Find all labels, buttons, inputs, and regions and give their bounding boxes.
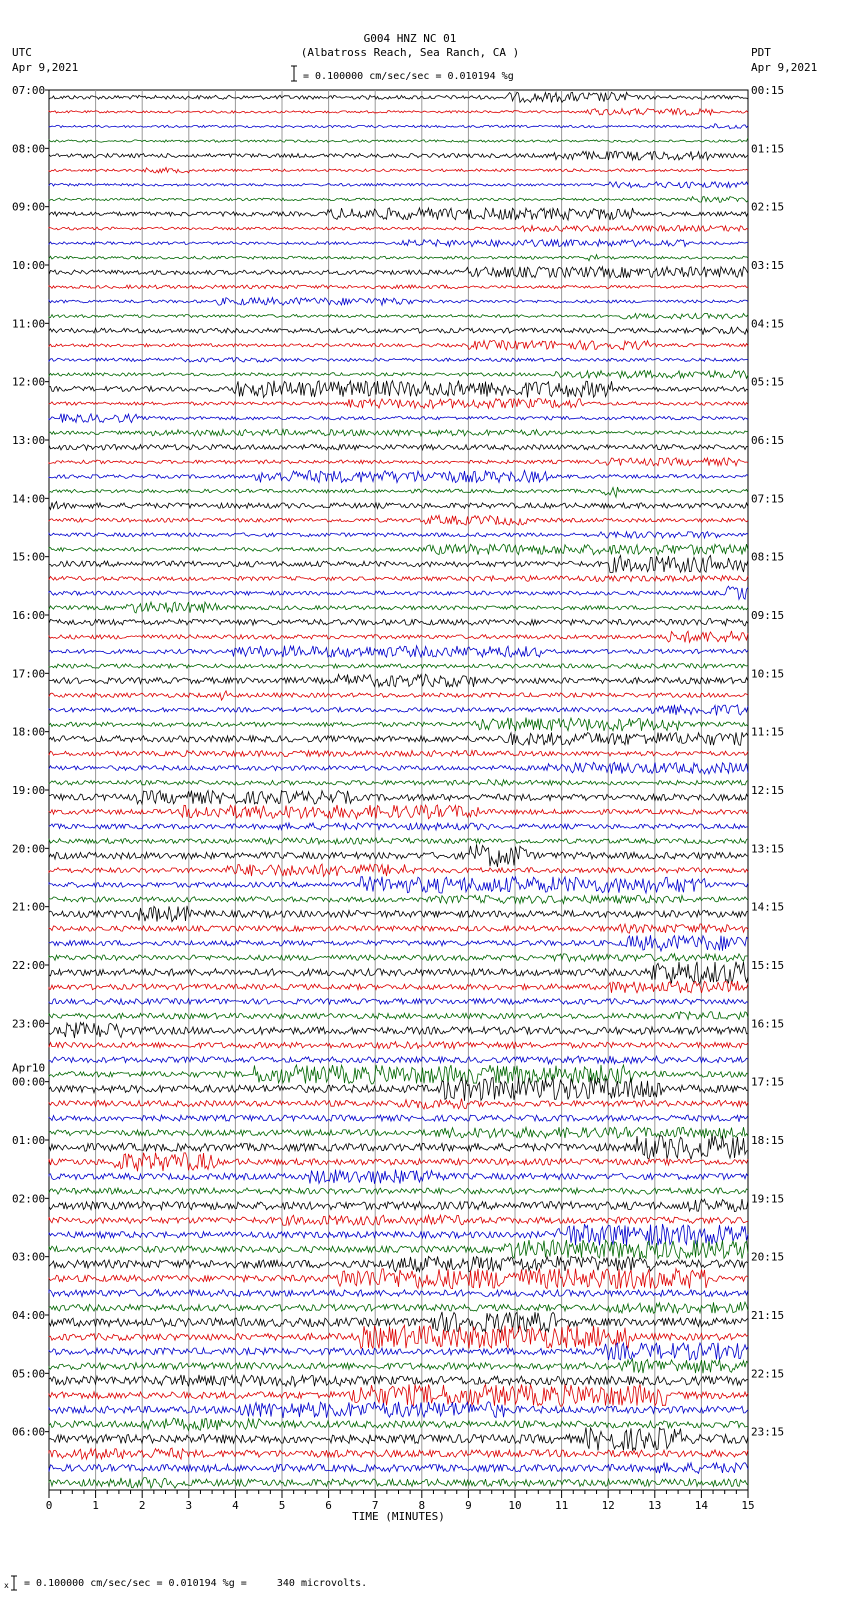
trace-line	[49, 182, 748, 188]
trace-line	[49, 92, 748, 102]
trace-line	[49, 1153, 748, 1172]
trace-line	[49, 399, 748, 409]
trace-line	[49, 197, 748, 203]
trace-line	[49, 718, 748, 732]
utc-hour-label: 21:00	[12, 900, 46, 914]
trace-line	[49, 1256, 748, 1272]
trace-line	[49, 1188, 748, 1194]
trace-line	[49, 109, 748, 116]
pdt-hour-label: 15:15	[751, 959, 785, 972]
x-tick-label: 15	[741, 1499, 755, 1512]
utc-hour-label: 08:00	[12, 142, 46, 156]
trace-line	[49, 285, 748, 289]
trace-line	[49, 805, 748, 819]
trace-line	[49, 1056, 748, 1064]
trace-line	[49, 705, 748, 716]
x-tick-label: 1	[92, 1499, 99, 1512]
x-tick-label: 9	[465, 1499, 472, 1512]
trace-line	[49, 487, 748, 497]
x-tick-label: 2	[138, 1499, 146, 1512]
trace-line	[49, 1325, 748, 1348]
utc-hour-label: 12:00	[12, 375, 46, 389]
trace-line	[49, 1269, 748, 1289]
trace-line	[49, 414, 748, 423]
x-tick-label: 6	[325, 1499, 332, 1512]
trace-line	[49, 1290, 748, 1297]
station-location: (Albatross Reach, Sea Ranch, CA )	[300, 46, 520, 59]
pdt-hour-label: 16:15	[751, 1017, 785, 1031]
x-tick-label: 14	[694, 1499, 709, 1512]
trace-line	[49, 1463, 748, 1474]
trace-line	[49, 168, 748, 173]
x-tick-label: 8	[418, 1499, 426, 1512]
x-tick-label: 7	[371, 1499, 379, 1512]
utc-hour-label: 23:00	[12, 1017, 46, 1031]
pdt-hour-label: 23:15	[751, 1425, 785, 1439]
trace-line	[49, 1359, 748, 1373]
trace-line	[49, 962, 748, 984]
trace-line	[49, 470, 748, 482]
pdt-hour-label: 06:15	[751, 434, 785, 447]
trace-line	[49, 267, 748, 278]
utc-hour-label: 00:00	[12, 1075, 46, 1089]
x-axis-label: TIME (MINUTES)	[352, 1510, 445, 1523]
x-tick-label: 4	[232, 1499, 239, 1512]
x-tick-label: 11	[554, 1499, 569, 1512]
utc-hour-label: 02:00	[12, 1192, 46, 1206]
station-title: G004 HNZ NC 01	[363, 32, 457, 45]
trace-line	[49, 458, 748, 466]
trace-line	[49, 1375, 748, 1387]
x-tick-label: 0	[45, 1499, 53, 1512]
trace-line	[49, 823, 748, 830]
x-tick-label: 12	[601, 1499, 615, 1512]
trace-line	[49, 674, 748, 687]
utc-hour-label: 09:00	[12, 200, 46, 214]
trace-line	[49, 544, 748, 555]
trace-line	[49, 895, 748, 903]
trace-line	[49, 664, 748, 669]
pdt-hour-label: 02:15	[751, 200, 785, 214]
date-change-label: Apr10	[12, 1061, 46, 1075]
trace-line	[49, 1127, 748, 1138]
x-tick-label: 13	[648, 1499, 662, 1512]
trace-line	[49, 924, 748, 933]
trace-line	[49, 1224, 748, 1246]
trace-line	[49, 208, 748, 220]
utc-hour-label: 13:00	[12, 434, 46, 447]
trace-line	[49, 1022, 748, 1038]
trace-line	[49, 999, 748, 1005]
plot-frame	[49, 90, 748, 1490]
trace-line	[49, 255, 748, 261]
trace-line	[49, 327, 748, 335]
trace-line	[49, 1428, 748, 1451]
trace-line	[49, 1115, 748, 1122]
trace-line	[49, 762, 748, 774]
trace-line	[49, 445, 748, 451]
pdt-hour-label: 07:15	[751, 492, 785, 506]
trace-line	[49, 1418, 748, 1430]
trace-line	[49, 430, 748, 436]
trace-line	[49, 981, 748, 993]
trace-line	[49, 906, 748, 922]
pdt-hour-label: 01:15	[751, 142, 785, 156]
svg-text:x: x	[4, 1581, 9, 1590]
trace-line	[49, 370, 748, 378]
trace-line	[49, 619, 748, 626]
x-tick-label: 10	[508, 1499, 522, 1512]
utc-hour-label: 07:00	[12, 84, 46, 97]
pdt-hour-label: 21:15	[751, 1309, 785, 1322]
trace-line	[49, 631, 748, 643]
utc-hour-label: 11:00	[12, 317, 46, 331]
trace-line	[49, 576, 748, 582]
footer-scale-icon	[4, 1574, 18, 1592]
trace-line	[49, 124, 748, 129]
trace-line	[49, 532, 748, 539]
trace-line	[49, 226, 748, 232]
pdt-hour-label: 12:15	[751, 784, 785, 797]
utc-hour-label: 06:00	[12, 1425, 46, 1439]
pdt-hour-label: 14:15	[751, 900, 785, 914]
pdt-hour-label: 10:15	[751, 667, 785, 681]
pdt-hour-label: 18:15	[751, 1134, 785, 1147]
pdt-hour-label: 13:15	[751, 842, 785, 856]
trace-line	[49, 1343, 748, 1360]
footer-scale-note: = 0.100000 cm/sec/sec = 0.010194 %g = 340 microvolts.	[24, 1578, 368, 1589]
trace-line	[49, 1448, 748, 1459]
trace-line	[49, 555, 748, 572]
trace-line	[49, 1402, 748, 1418]
trace-line	[49, 602, 748, 613]
utc-hour-label: 22:00	[12, 959, 46, 972]
pdt-hour-label: 11:15	[751, 725, 785, 739]
trace-line	[49, 1135, 748, 1159]
trace-line	[49, 313, 748, 318]
right-date: Apr 9,2021	[751, 61, 818, 74]
utc-hour-label: 19:00	[12, 784, 46, 797]
x-tick-label: 3	[185, 1499, 193, 1512]
trace-line	[49, 586, 748, 599]
trace-line	[49, 779, 748, 786]
trace-line	[49, 358, 748, 363]
left-timezone: UTC	[12, 46, 32, 59]
trace-line	[49, 1099, 748, 1109]
trace-line	[49, 791, 748, 804]
pdt-hour-label: 00:15	[751, 84, 785, 97]
trace-line	[49, 1215, 748, 1225]
trace-line	[49, 240, 748, 247]
trace-line	[49, 1042, 748, 1049]
x-tick-label: 5	[278, 1499, 286, 1512]
utc-hour-label: 18:00	[12, 725, 46, 739]
trace-line	[49, 838, 748, 844]
right-timezone: PDT	[751, 46, 771, 59]
utc-hour-label: 01:00	[12, 1134, 46, 1147]
scale-text: = 0.100000 cm/sec/sec = 0.010194 %g	[303, 71, 514, 82]
trace-line	[49, 151, 748, 160]
trace-line	[49, 1302, 748, 1313]
trace-line	[49, 138, 748, 143]
pdt-hour-label: 08:15	[751, 550, 785, 564]
trace-line	[49, 515, 748, 525]
pdt-hour-label: 09:15	[751, 609, 785, 622]
pdt-hour-label: 22:15	[751, 1367, 785, 1381]
trace-line	[49, 751, 748, 757]
trace-line	[49, 1077, 748, 1101]
trace-line	[49, 381, 748, 398]
trace-line	[49, 1478, 748, 1489]
pdt-hour-label: 05:15	[751, 375, 785, 389]
utc-hour-label: 04:00	[12, 1309, 46, 1322]
trace-line	[49, 877, 748, 894]
utc-hour-label: 20:00	[12, 842, 46, 856]
trace-line	[49, 1012, 748, 1020]
utc-hour-label: 15:00	[12, 550, 46, 564]
utc-hour-label: 17:00	[12, 667, 46, 681]
utc-hour-label: 16:00	[12, 609, 46, 622]
utc-hour-label: 05:00	[12, 1367, 46, 1381]
trace-line	[49, 844, 748, 867]
trace-line	[49, 298, 748, 306]
trace-line	[49, 1240, 748, 1259]
pdt-hour-label: 19:15	[751, 1192, 785, 1206]
pdt-hour-label: 04:15	[751, 317, 785, 331]
utc-hour-label: 14:00	[12, 492, 46, 506]
trace-line	[49, 935, 748, 951]
trace-line	[49, 732, 748, 745]
trace-line	[49, 502, 748, 510]
pdt-hour-label: 03:15	[751, 259, 785, 272]
utc-hour-label: 03:00	[12, 1250, 46, 1264]
pdt-hour-label: 17:15	[751, 1075, 785, 1089]
trace-line	[49, 691, 748, 700]
trace-line	[49, 954, 748, 962]
trace-line	[49, 341, 748, 350]
pdt-hour-label: 20:15	[751, 1250, 785, 1264]
trace-line	[49, 1312, 748, 1333]
trace-line	[49, 1170, 748, 1184]
trace-line	[49, 1199, 748, 1211]
utc-hour-label: 10:00	[12, 259, 46, 272]
left-date: Apr 9,2021	[12, 61, 79, 74]
trace-line	[49, 864, 748, 876]
trace-line	[49, 1065, 748, 1084]
trace-line	[49, 646, 748, 658]
